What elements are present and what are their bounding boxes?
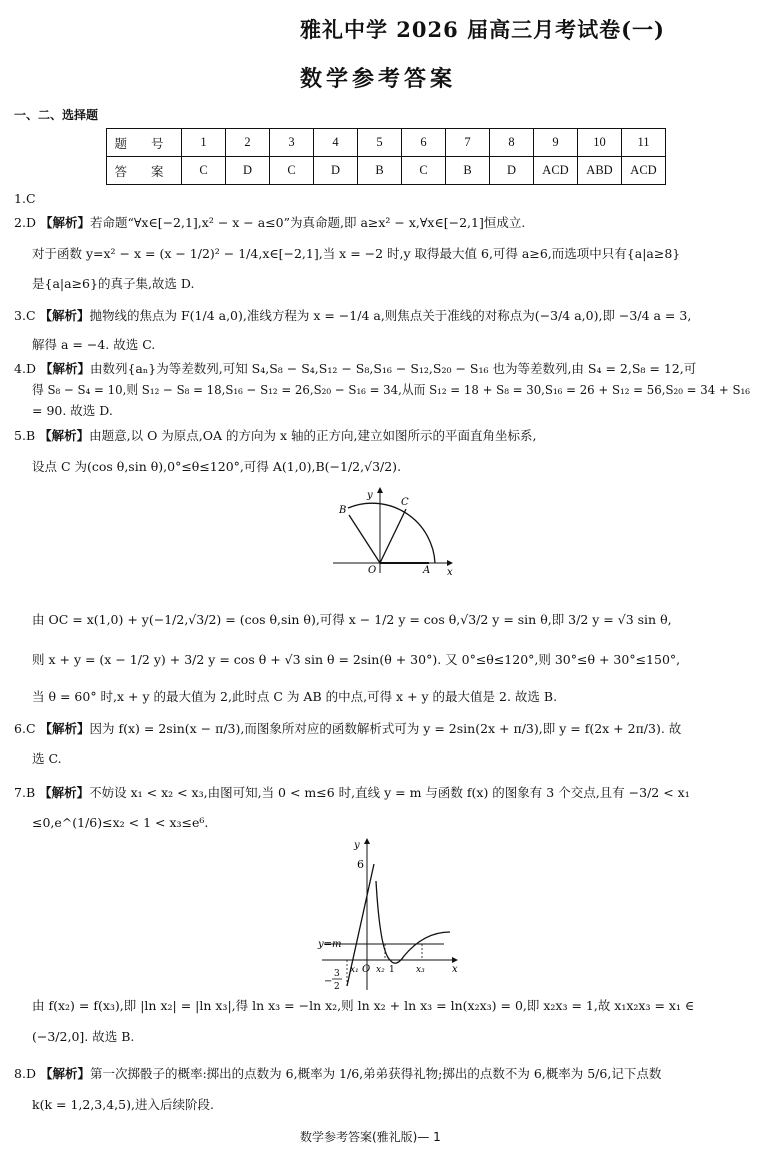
question-answer: C: [25, 308, 36, 323]
table-row-numbers: [107, 129, 666, 157]
table-cell: C: [402, 157, 446, 185]
table-cell: 2: [226, 129, 270, 157]
page-subtitle: 数学参考答案: [300, 67, 457, 92]
analysis-tag: 【解析】: [39, 1066, 90, 1081]
solution-text: 由数列{aₙ}为等差数列,可知 S₄,S₈ − S₄,S₁₂ − S₈,S₁₆ − S₁₂,S₂₀ − S₁₆ 也为等差数列,由 S₄ = 2,S₈ = 12,可: [89, 361, 697, 376]
question-number: 8.: [14, 1066, 26, 1081]
question-4-line-2: 得 S₈ − S₄ = 10,则 S₁₂ − S₈ = 18,S₁₆ − S₁₂ = 26,S₂₀ − S₁₆ = 34,从而 S₁₂ = 18 + S₈ = 30,S₁₆ = 26 + S₁₂ = 56,S₂₀ = 34 + S₁₆: [32, 382, 750, 397]
minus-sign: −: [324, 976, 333, 987]
table-header-cell: 答 案: [107, 157, 182, 185]
question-5-line-4: 则 x + y = (x − 1/2 y) + 3/2 y = cos θ + √3 sin θ = 2sin(θ + 30°). 又 0°≤θ≤120°,则 30°≤θ + 30°≤150°,: [32, 652, 681, 667]
fraction-numerator: 3: [334, 969, 340, 979]
question-4-line-3: = 90. 故选 D.: [32, 403, 113, 418]
question-number: 1.: [14, 191, 26, 206]
table-cell: 8: [490, 129, 534, 157]
vector-ob: [349, 515, 380, 563]
fraction-denominator: 2: [334, 982, 340, 992]
x-label: x: [452, 964, 458, 975]
table-cell: ACD: [622, 157, 666, 185]
question-1: [14, 191, 36, 207]
y-label: y: [367, 490, 373, 501]
y-axis-arrow: [377, 487, 383, 493]
analysis-tag: 【解析】: [39, 215, 90, 230]
question-answer: C: [25, 191, 36, 206]
question-5-line-1: [14, 428, 536, 444]
question-7-line-1: [14, 785, 690, 801]
table-cell: D: [490, 157, 534, 185]
x-label: x: [447, 567, 453, 575]
table-cell: B: [358, 157, 402, 185]
x-axis-arrow: [452, 957, 458, 963]
question-5-line-3: 由 OC = x(1,0) + y(−1/2,√3/2) = (cos θ,sin θ),可得 x − 1/2 y = cos θ,√3/2 y = sin θ,即 3/2 y = √3 sin θ,: [32, 612, 672, 627]
section-heading: 一、二、选择题: [14, 108, 99, 122]
solution-text: 因为 f(x) = 2sin(x − π/3),而图象所对应的函数解析式可为 y = 2sin(2x + π/3),即 y = f(2x + 2π/3). 故: [89, 721, 682, 736]
table-cell: C: [182, 157, 226, 185]
solution-text: 不妨设 x₁ < x₂ < x₃,由图可知,当 0 < m≤6 时,直线 y = m 与函数 f(x) 的图象有 3 个交点,且有 −3/2 < x₁: [89, 785, 690, 800]
question-5-line-5: 当 θ = 60° 时,x + y 的最大值为 2,此时点 C 为 AB 的中点,可得 x + y 的最大值是 2. 故选 B.: [32, 689, 558, 704]
question-4-line-1: [14, 361, 696, 377]
question-answer: C: [25, 721, 36, 736]
table-header-cell: 题 号: [107, 129, 182, 157]
analysis-tag: 【解析】: [39, 428, 90, 443]
question-number: 7.: [14, 785, 26, 800]
question-5-line-2: 设点 C 为(cos θ,sin θ),0°≤θ≤120°,可得 A(1,0),B(−1/2,√3/2).: [32, 459, 402, 474]
table-cell: D: [226, 157, 270, 185]
question-number: 4.: [14, 361, 26, 376]
tick-one-label: 1: [389, 965, 395, 975]
question-answer: D: [25, 361, 36, 376]
solution-text: 第一次掷骰子的概率:掷出的点数为 6,概率为 1/6,弟弟获得礼物;掷出的点数不为 6,概率为 5/6,记下点数: [89, 1066, 662, 1081]
origin-label: O: [368, 565, 377, 575]
x-axis-arrow: [447, 560, 453, 566]
table-cell: B: [446, 157, 490, 185]
question-answer: D: [25, 215, 36, 230]
x3-label: x₃: [416, 965, 425, 975]
question-2-line-3: 是{a|a≥6}的真子集,故选 D.: [32, 276, 195, 291]
table-cell: 5: [358, 129, 402, 157]
question-2-line-1: [14, 215, 525, 231]
table-cell: ABD: [578, 157, 622, 185]
table-cell: C: [270, 157, 314, 185]
table-cell: 4: [314, 129, 358, 157]
question-6-line-2: 选 C.: [32, 751, 62, 766]
table-row-answers: [107, 157, 666, 185]
analysis-tag: 【解析】: [39, 308, 90, 323]
solution-text: 由题意,以 O 为原点,OA 的方向为 x 轴的正方向,建立如图所示的平面直角坐标系,: [89, 428, 537, 443]
y-label: y: [354, 840, 360, 851]
analysis-tag: 【解析】: [39, 721, 90, 736]
x2-label: x₂: [376, 965, 385, 975]
question-7-line-2: ≤0,e^(1/6)≤x₂ < 1 < x₃≤e⁶.: [32, 815, 209, 830]
table-cell: D: [314, 157, 358, 185]
tick-six-label: 6: [357, 858, 364, 871]
question-answer: B: [25, 785, 36, 800]
y-equals-m-label: y=m: [318, 939, 342, 950]
table-cell: 10: [578, 129, 622, 157]
question-3-line-1: [14, 308, 691, 324]
table-cell: 9: [534, 129, 578, 157]
answer-table: [106, 128, 666, 185]
table-cell: ACD: [534, 157, 578, 185]
y-axis-arrow: [364, 838, 370, 844]
page-footer: 数学参考答案(雅礼版)— 1: [300, 1130, 441, 1144]
point-c-label: C: [401, 497, 409, 508]
function-graph-figure: [312, 836, 462, 996]
analysis-tag: 【解析】: [39, 785, 90, 800]
table-cell: 1: [182, 129, 226, 157]
table-cell: 6: [402, 129, 446, 157]
question-number: 6.: [14, 721, 26, 736]
solution-text: 若命题“∀x∈[−2,1],x² − x − a≤0”为真命题,即 a≥x² − x,∀x∈[−2,1]恒成立.: [89, 215, 526, 230]
question-7-line-3: 由 f(x₂) = f(x₃),即 |ln x₂| = |ln x₃|,得 ln x₃ = −ln x₂,则 ln x₂ + ln x₃ = ln(x₂x₃) = 0,即 x₂x₃ = 1,故 x₁x₂x₃ = x₁ ∈: [32, 998, 695, 1013]
x1-label: x₁: [350, 965, 359, 975]
question-3-line-2: 解得 a = −4. 故选 C.: [32, 337, 156, 352]
question-6-line-1: [14, 721, 681, 737]
point-a-label: A: [423, 565, 431, 575]
vector-oc: [380, 509, 406, 563]
origin-label: O: [362, 964, 371, 975]
question-number: 2.: [14, 215, 26, 230]
unit-circle-figure: [325, 485, 455, 575]
table-cell: 7: [446, 129, 490, 157]
table-cell: 3: [270, 129, 314, 157]
question-8-line-1: [14, 1066, 661, 1082]
table-cell: 11: [622, 129, 666, 157]
question-answer: B: [25, 428, 36, 443]
curve-right: [376, 881, 450, 963]
question-2-line-2: 对于函数 y=x² − x = (x − 1/2)² − 1/4,x∈[−2,1],当 x = −2 时,y 取得最大值 6,可得 a≥6,而选项中只有{a|a≥8}: [32, 246, 681, 261]
analysis-tag: 【解析】: [39, 361, 90, 376]
question-answer: D: [25, 1066, 36, 1081]
question-8-line-2: k(k = 1,2,3,4,5),进入后续阶段.: [32, 1097, 214, 1112]
solution-text: 抛物线的焦点为 F(1/4 a,0),准线方程为 x = −1/4 a,则焦点关于准线的对称点为(−3/4 a,0),即 −3/4 a = 3,: [89, 308, 692, 323]
point-b-label: B: [339, 505, 347, 516]
question-number: 5.: [14, 428, 26, 443]
question-number: 3.: [14, 308, 26, 323]
page-title: 雅礼中学 2026 届高三月考试卷(一): [300, 17, 665, 42]
question-7-line-4: (−3/2,0]. 故选 B.: [32, 1029, 135, 1044]
